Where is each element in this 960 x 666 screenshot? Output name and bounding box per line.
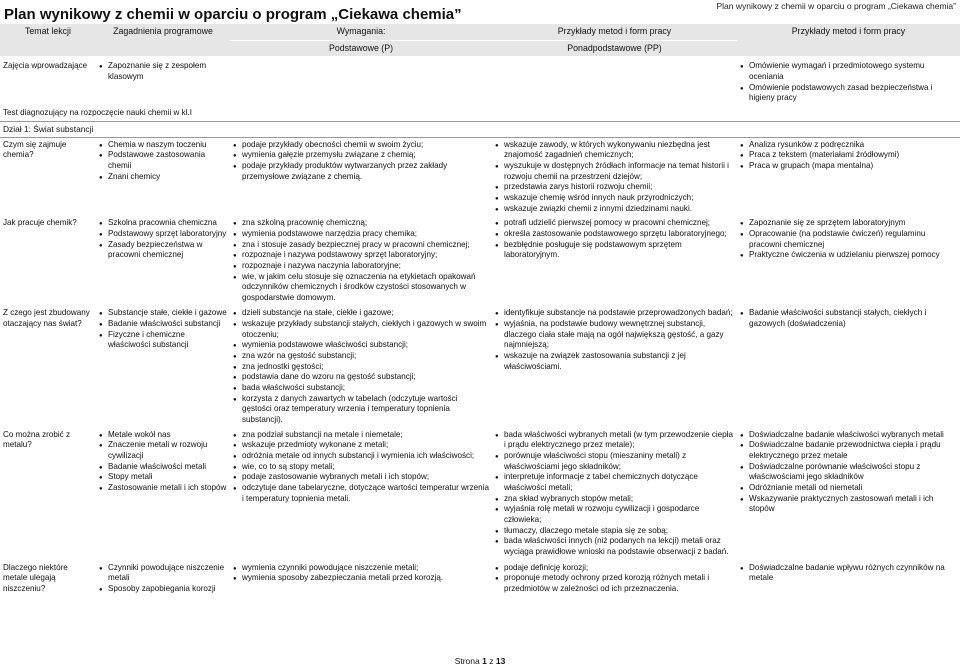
methods-list (740, 308, 957, 329)
advanced-cell (492, 306, 737, 427)
list-item: ● wskazuje zawody, w których wykonywaniu niezbędna jest znajomość zagadnień chemicznych; (495, 140, 734, 161)
issues-list (99, 218, 227, 261)
list-item: ● wie, co to są stopy metali; (233, 462, 489, 473)
intro-row (0, 57, 960, 106)
list-item: ● Stopy metali (99, 472, 227, 483)
list-item: ● Sposoby zapobiegania korozji (99, 584, 227, 595)
table-row (0, 216, 960, 306)
topic-cell: Z czego jest zbudowany otaczający nas świat? (3, 308, 90, 329)
list-item: ● Doświadczalne badanie wpływu różnych czynników na metale (740, 563, 957, 584)
list-item: ● bada właściwości substancji; (233, 383, 489, 394)
issues-cell (96, 428, 230, 561)
list-item: ● podaje definicję korozji; (495, 563, 734, 574)
table-row (0, 306, 960, 427)
list-item: ● rozpoznaje i nazywa podstawowy sprzęt laboratoryjny; (233, 250, 489, 261)
list-item: ● przedstawia zarys historii rozwoju chemii; (495, 182, 734, 193)
list-item: ● Analiza rysunków z podręcznika (740, 140, 957, 151)
advanced-list (495, 218, 734, 261)
table-row (0, 137, 960, 216)
intro-issues (99, 61, 227, 82)
advanced-list (495, 140, 734, 215)
basic-list (233, 430, 489, 505)
issues-list (99, 563, 227, 595)
diagnostic-row (0, 106, 960, 121)
header-requirements: Wymagania: (230, 24, 492, 40)
list-item: ● Praca w grupach (mapa mentalna) (740, 161, 957, 172)
list-item: ● identyfikuje substancje na podstawie przeprowadzonych badań; (495, 308, 734, 319)
methods-list (740, 140, 957, 172)
issues-cell (96, 216, 230, 306)
list-item: ● potrafi udzielić pierwszej pomocy w pracowni chemicznej; (495, 218, 734, 229)
basic-cell (230, 137, 492, 216)
list-item: ● bada właściwości wybranych metali (w tym przewodzenie ciepła i prądu elektrycznego przez metale); (495, 430, 734, 451)
list-item: ● Podstawowe zastosowania chemii (99, 150, 227, 171)
intro-methods (740, 61, 957, 104)
content-rows (0, 137, 960, 613)
list-item: ● Odróżnianie metali od niemetali (740, 483, 957, 494)
list-item: ● Doświadczalne porównanie właściwości stopu z właściwościami jego składników (740, 462, 957, 483)
table-row (0, 428, 960, 561)
document-title: Plan wynikowy z chemii w oparciu o program „Ciekawa chemia” (4, 6, 462, 23)
list-item: ● wyszukuje w dostępnych źródłach informacje na temat historii i rozwoju chemii na przestrzeni dziejów; (495, 161, 734, 182)
basic-cell (230, 561, 492, 613)
issues-list (99, 140, 227, 183)
methods-cell (737, 137, 960, 216)
list-item: ● zna skład wybranych stopów metali; (495, 494, 734, 505)
list-item: ● określa zastosowanie podstawowego sprzętu laboratoryjnego; (495, 229, 734, 240)
advanced-cell (492, 137, 737, 216)
basic-list (233, 308, 489, 425)
list-item: ● wskazuje przedmioty wykonane z metali; (233, 440, 489, 451)
basic-list (233, 563, 489, 584)
list-item: ● Czynniki powodujące niszczenie metali (99, 563, 227, 584)
list-item: ● wymienia podstawowe właściwości substancji; (233, 340, 489, 351)
methods-list (740, 218, 957, 261)
list-item: ● tłumaczy, dlaczego metale stapia się ze sobą; (495, 526, 734, 537)
list-item: ● Znaczenie metali w rozwoju cywilizacji (99, 440, 227, 461)
list-item: ● Badanie właściwości substancji stałych, ciekłych i gazowych (doświadczenia) (740, 308, 957, 329)
list-item: ● odczytuje dane tabelaryczne, dotyczące wartości temperatur wrzenia i temperatury topnienia metali. (233, 483, 489, 504)
methods-list (740, 430, 957, 515)
list-item: ● Badanie właściwości substancji (99, 319, 227, 330)
list-item: ● Podstawowy sprzęt laboratoryjny (99, 229, 227, 240)
list-item: ● wyjaśnia, na podstawie budowy wewnętrznej substancji, dlaczego ciała stałe mają na ogół największą gęstość, a gazy najmniejszą; (495, 319, 734, 351)
list-item: ● zna i stosuje zasady bezpiecznej pracy w pracowni chemicznej; (233, 240, 489, 251)
methods-cell (737, 428, 960, 561)
advanced-cell (492, 561, 737, 613)
list-item: ● dzieli substancje na stałe, ciekłe i gazowe; (233, 308, 489, 319)
header-basic: Podstawowe (P) (230, 40, 492, 57)
list-item: ● wie, w jakim celu stosuje się oznaczenia na etykietach opakowań odczynników chemicznych i środków czystości stosowanych w gospodarstwie domowym. (233, 272, 489, 304)
advanced-list (495, 308, 734, 372)
plan-table (0, 24, 960, 613)
list-item: ● bada właściwości innych (niż podanych na lekcji) metali oraz wyciąga prawidłowe wnioski na podstawie obserwacji z badań. (495, 536, 734, 557)
list-item: ● Omówienie podstawowych zasad bezpieczeństwa i higieny pracy (740, 83, 957, 104)
list-item: ● Praca z tekstem (materiałami źródłowymi) (740, 150, 957, 161)
list-item: ● wskazuje na związek zastosowania substancji z jej właściwościami. (495, 351, 734, 372)
header-example-methods: Przykłady metod i form pracy (492, 24, 737, 40)
issues-list (99, 308, 227, 351)
list-item: ● Szkolna pracownia chemiczna (99, 218, 227, 229)
list-item: ● wskazuje chemię wśród innych nauk przyrodniczych; (495, 193, 734, 204)
topic-cell: Czym się zajmuje chemia? (3, 139, 67, 160)
list-item: ● Metale wokół nas (99, 430, 227, 441)
list-item: ● zna szkolną pracownię chemiczną; (233, 218, 489, 229)
list-item: ● Praktyczne ćwiczenia w udzielaniu pierwszej pomocy (740, 250, 957, 261)
list-item: ● Zasady bezpieczeństwa w pracowni chemicznej (99, 240, 227, 261)
list-item: ● Badanie właściwości metali (99, 462, 227, 473)
issues-cell (96, 306, 230, 427)
list-item: ● wymienia sposoby zabezpieczania metali przed korozją. (233, 573, 489, 584)
page-footer (0, 656, 960, 666)
intro-topic: Zajęcia wprowadzające (3, 61, 88, 71)
list-item: ● wymienia czynniki powodujące niszczenie metali; (233, 563, 489, 574)
page-current: 1 (482, 656, 487, 666)
page-total: 13 (495, 656, 506, 666)
list-item: ● zna jednostki gęstości; (233, 362, 489, 373)
section-row (0, 121, 960, 137)
advanced-cell (492, 216, 737, 306)
list-item: ● wymienia gałęzie przemysłu związane z chemią; (233, 150, 489, 161)
list-item: ● interpretuje informacje z tabel chemicznych dotyczące właściwości metali; (495, 472, 734, 493)
list-item: ● Doświadczalne badanie właściwości wybranych metali (740, 430, 957, 441)
list-item: ● Wskazywanie praktycznych zastosowań metali i ich stopów (740, 494, 957, 515)
methods-list (740, 563, 957, 584)
diagnostic-test: Test diagnozujący na rozpoczęcie nauki chemii w kl.I (3, 107, 192, 117)
table-row (0, 561, 960, 613)
basic-cell (230, 216, 492, 306)
advanced-cell (492, 428, 737, 561)
methods-cell (737, 306, 960, 427)
table-header (0, 24, 960, 57)
list-item: ● Omówienie wymagań i przedmiotowego systemu oceniania (740, 61, 957, 82)
list-item: ● odróżnia metale od innych substancji i wymienia ich właściwości; (233, 451, 489, 462)
list-item: ● podaje przykłady obecności chemii w swoim życiu; (233, 140, 489, 151)
list-item: ● zna podział substancji na metale i niemetale; (233, 430, 489, 441)
issues-list (99, 430, 227, 494)
header-issues: Zagadnienia programowe (96, 24, 230, 57)
list-item: ● Zapoznanie się z zespołem klasowym (99, 61, 227, 82)
header-methods: Przykłady metod i form pracy (737, 24, 960, 57)
list-item: ● rozpoznaje i nazywa naczynia laboratoryjne; (233, 261, 489, 272)
list-item: ● wyjaśnia rolę metali w rozwoju cywilizacji i gospodarce człowieka; (495, 504, 734, 525)
basic-cell (230, 306, 492, 427)
issues-cell (96, 561, 230, 613)
list-item: ● wymienia podstawowe narzędzia pracy chemika; (233, 229, 489, 240)
section-title: Dział 1: Świat substancji (0, 121, 960, 137)
list-item: ● korzysta z danych zawartych w tabelach (odczytuje wartości gęstości oraz temperatury wrzenia i temperatury topnienia substancji). (233, 394, 489, 426)
list-item: ● Doświadczalne badanie przewodnictwa ciepła i prądu elektrycznego przez metale (740, 440, 957, 461)
list-item: ● porównuje właściwości stopu (mieszaniny metali) z właściwościami jego składników; (495, 451, 734, 472)
basic-list (233, 218, 489, 303)
list-item: ● podaje zastosowanie wybranych metali i ich stopów; (233, 472, 489, 483)
basic-cell (230, 428, 492, 561)
list-item: ● zna wzór na gęstość substancji; (233, 351, 489, 362)
list-item: ● Fizyczne i chemiczne właściwości substancji (99, 330, 227, 351)
advanced-list (495, 563, 734, 595)
list-item: ● Zapoznanie się ze sprzętem laboratoryjnym (740, 218, 957, 229)
issues-cell (96, 137, 230, 216)
list-item: ● wskazuje związki chemii z innymi dziedzinami nauki. (495, 204, 734, 215)
header-advanced: Ponadpodstawowe (PP) (492, 40, 737, 57)
topic-cell: Dlaczego niektóre metale ulegają niszczeniu? (3, 562, 68, 594)
methods-cell (737, 216, 960, 306)
list-item: ● podaje przykłady produktów wytwarzanych przez zakłady przemysłowe związane z chemią. (233, 161, 489, 182)
header-topic: Temat lekcji (0, 24, 96, 57)
topic-cell: Co można zrobić z metalu? (3, 429, 71, 450)
topic-cell: Jak pracuje chemik? (3, 218, 77, 228)
page-word: Strona (454, 656, 480, 666)
list-item: ● podstawia dane do wzoru na gęstość substancji; (233, 372, 489, 383)
advanced-list (495, 430, 734, 558)
page-sep: z (489, 656, 494, 666)
list-item: ● Chemia w naszym toczeniu (99, 140, 227, 151)
list-item: ● Opracowanie (na podstawie ćwiczeń) regulaminu pracowni chemicznej (740, 229, 957, 250)
list-item: ● proponuje metody ochrony przed korozją różnych metali i przedmiotów w zależności od ich przeznaczenia. (495, 573, 734, 594)
list-item: ● Zastosowanie metali i ich stopów (99, 483, 227, 494)
list-item: ● Znani chemicy (99, 172, 227, 183)
list-item: ● wskazuje przykłady substancji stałych, ciekłych i gazowych w swoim otoczeniu; (233, 319, 489, 340)
running-header: Plan wynikowy z chemii w oparciu o program „Ciekawa chemia” (716, 1, 956, 11)
list-item: ● Substancje stałe, ciekłe i gazowe (99, 308, 227, 319)
methods-cell (737, 561, 960, 613)
list-item: ● bezbłędnie posługuje się podstawowym sprzętem laboratoryjnym. (495, 240, 734, 261)
basic-list (233, 140, 489, 183)
